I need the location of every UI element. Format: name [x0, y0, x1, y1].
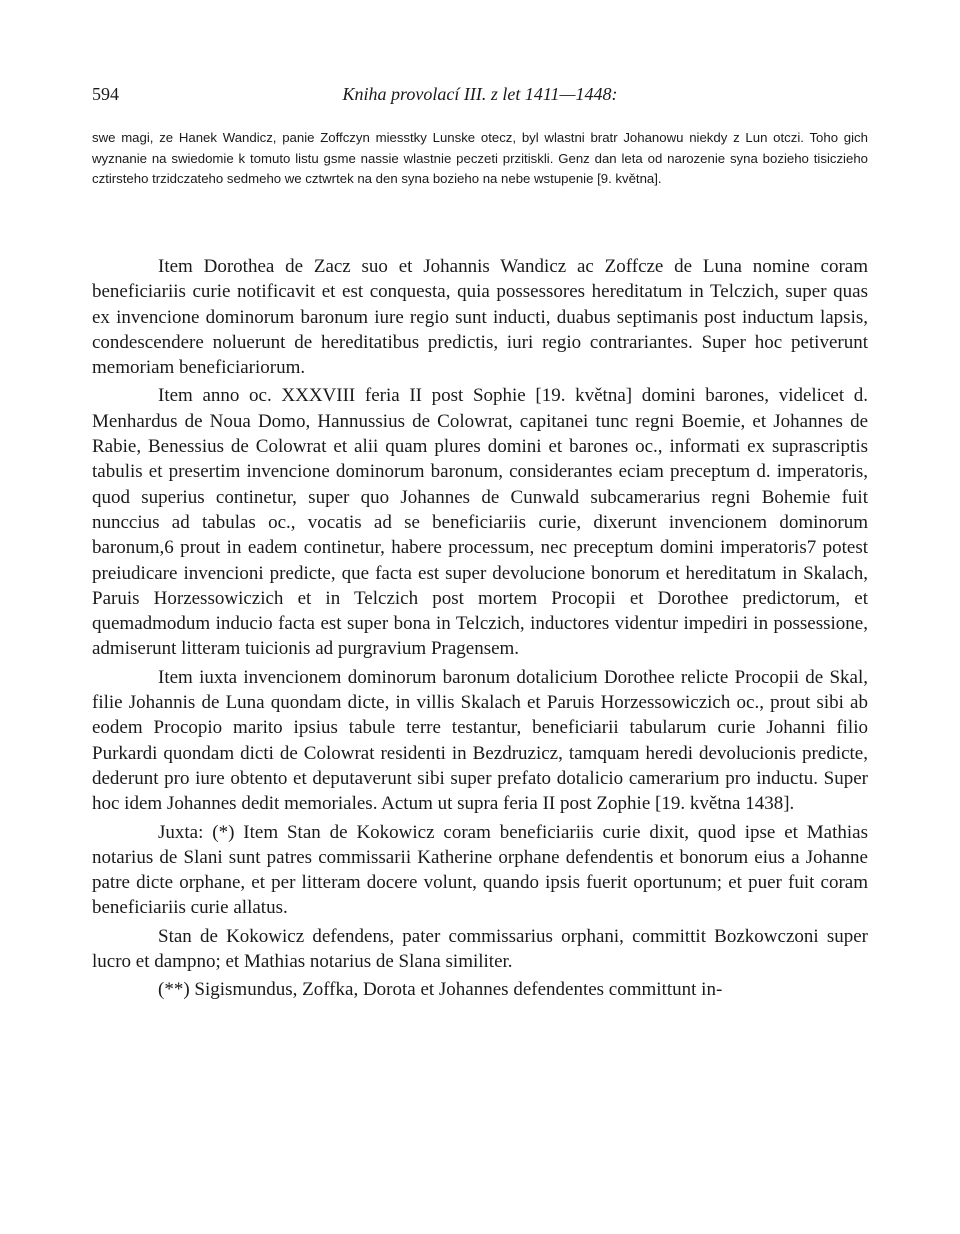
paragraph-stan: Stan de Kokowicz defendens, pater commissarius orphani, committit Bozkowczoni super lucro et dampno; et Mathias notarius de Slana similiter. — [92, 925, 868, 973]
quoted-czech-text — [92, 128, 868, 190]
running-title: Kniha provolací III. z let 1411—1448: — [342, 84, 618, 104]
paragraph-juxta: Juxta: (*) Item Stan de Kokowicz coram beneficiariis curie dixit, quod ipse et Mathias notarius de Slani sunt patres commissarii Katherine orphane defendentis et bonorum eius a Johanne patre dicte orphane, et per litteram docere volunt, quando ipsis fuerit oportunum; et puer fuit coram beneficiariis curie allatus. — [92, 821, 868, 919]
paragraph-dorothea: Item Dorothea de Zacz suo et Johannis Wandicz ac Zoffcze de Luna nomine coram beneficiariis curie notificavit et est conquesta, quia possessores hereditatum in Telczich, super quas ex invencione dominorum baronum iure regio sunt inducti, duabus septimanis post inductum lapsis, condescendere noluerunt de hereditatibus predictis, iuri regio contrariantes. Super hoc petiverunt memoriam beneficiariorum. — [92, 256, 868, 379]
page-header — [92, 84, 868, 108]
small-paragraph: swe magi, ze Hanek Wandicz, panie Zoffczyn miesstky Lunske otecz, byl wlastni bratr Johanowu niekdy z Lun otczi. Toho gich wyznanie na swiedomie k tomuto listu gsme nassie wlastnie peczeti przitiskli. Genz dan leta od narozenie syna bozieho tisiczieho cztirsteho trzidczateho sedmeho we cztwrtek na den syna bozieho na nebe wstupenie [9. května]. — [92, 130, 868, 186]
main-text — [92, 254, 868, 1003]
page-number: 594 — [92, 84, 119, 104]
paragraph-barones: Item anno oc. XXXVIII feria II post Sophie [19. května] domini barones, videlicet d. Menhardus de Noua Domo, Hannussius de Colowrat, capitanei tunc regni Boemie, et Johannes de Rabie, Benessius de Colowrat et alii quam plures domini et barones oc., informati ex suprascriptis tabulis et presertim invencione dominorum baronum, considerantes eciam preceptum d. imperatoris, quod superius continetur, super quo Johannes de Cunwald subcamerarius regni Bohemie fuit nunccius ad tabulas oc., vocatis ad se beneficiariis curie, dixerunt invencionem dominorum baronum,6 prout in eadem continetur, habere processum, nec preceptum domini imperatoris7 potest preiudicare invencioni predicte, que facta est super devolucione bonorum et hereditatum in Skalach, Paruis Horzessowiczich et in Telczich post mortem Procopii et Dorothee predictorum, et quemadmodum inducio facta est super bona in Telczich, inductores videntur impediri in possessione, admiserunt litteram tuicionis ad purgravium Pragensem. — [92, 385, 868, 660]
paragraph-sigismundus: (**) Sigismundus, Zoffka, Dorota et Johannes defendentes committunt in- — [158, 979, 723, 1001]
paragraph-dotalicium: Item iuxta invencionem dominorum baronum dotalicium Dorothee relicte Procopii de Skal, filie Johannis de Luna quondam dicte, in villis Skalach et Paruis Horzessowiczich oc., prout sibi ab eodem Procopio marito ipsius tabule terre testantur, beneficiarii tabularum curie Johanni filio Purkardi quondam dicti de Colowrat residenti in Bezdruzicz, tamquam heredi devolucionis predicte, dederunt pro iure obtento et deputaverunt sibi super prefato dotalicio camerarium pro inductu. Super hoc idem Johannes dedit memoriales. Actum ut supra feria II post Zophie [19. května 1438]. — [92, 666, 868, 815]
